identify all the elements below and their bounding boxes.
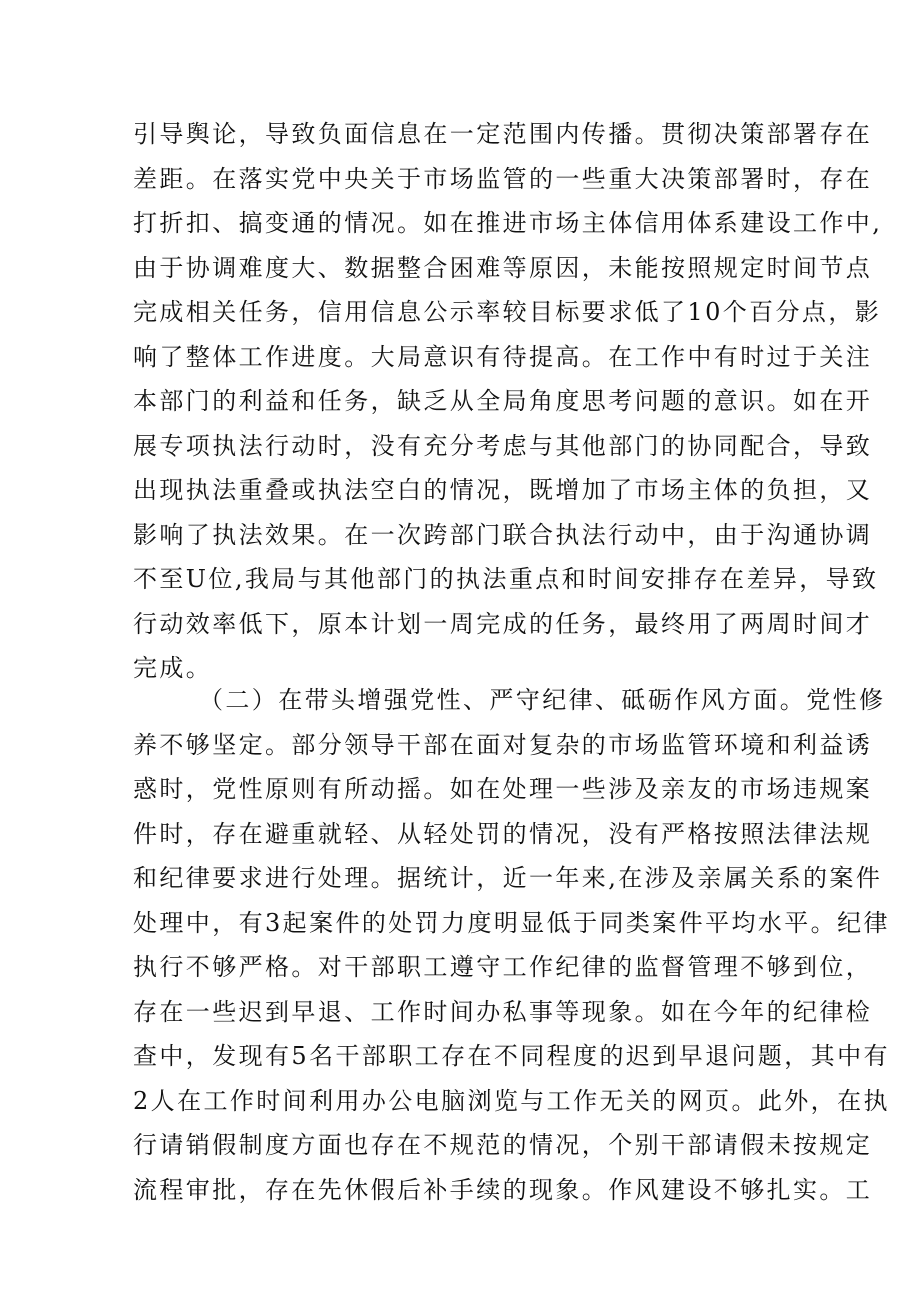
section-heading-line: （二）在带头增强党性、严守纪律、砥砺作风方面。党性修 xyxy=(199,686,886,714)
text-line: 执行不够严格。对干部职工遵守工作纪律的监督管理不够到位， xyxy=(133,953,873,981)
text-line: 处理中，有3起案件的处罚力度明显低于同类案件平均水平。纪律 xyxy=(133,908,890,937)
text-line: 流程审批，存在先休假后补手续的现象。作风建设不够扎实。工 xyxy=(133,1175,873,1204)
text-line: 打折扣、搞变通的情况。如在推进市场主体信用体系建设工作中, xyxy=(133,209,883,237)
text-line: 不至U位,我局与其他部门的执法重点和时间安排存在差异，导致 xyxy=(133,565,879,593)
text-line: 响了整体工作进度。大局意识有待提高。在工作中有时过于关注 xyxy=(133,342,873,371)
text-line: 养不够坚定。部分领导干部在面对复杂的市场监管环境和利益诱 xyxy=(133,730,873,759)
text-line: 2人在工作时间利用办公电脑浏览与工作无关的网页。此外，在执 xyxy=(133,1086,890,1115)
text-line: 行请销假制度方面也存在不规范的情况，个别干部请假未按规定 xyxy=(133,1131,873,1159)
text-line: 完成相关任务，信用信息公示率较目标要求低了10个百分点，影 xyxy=(133,298,882,326)
text-line: 行动效率低下，原本计划一周完成的任务，最终用了两周时间才 xyxy=(133,609,873,638)
text-line: 展专项执法行动时，没有充分考虑与其他部门的协同配合，导致 xyxy=(133,431,873,460)
text-line: 出现执法重叠或执法空白的情况，既增加了市场主体的负担，又 xyxy=(133,476,873,504)
text-line: 引导舆论，导致负面信息在一定范围内传播。贯彻决策部署存在 xyxy=(133,120,873,148)
text-line: 本部门的利益和任务，缺乏从全局角度思考问题的意识。如在开 xyxy=(133,387,873,415)
text-line: 件时，存在避重就轻、从轻处罚的情况，没有严格按照法律法规 xyxy=(133,819,873,848)
text-line: 差距。在落实党中央关于市场监管的一些重大决策部署时，存在 xyxy=(133,164,873,193)
text-line: 由于协调难度大、数据整合困难等原因，未能按照规定时间节点 xyxy=(133,253,873,282)
text-line: 影响了执法效果。在一次跨部门联合执法行动中，由于沟通协调 xyxy=(133,520,873,549)
text-line: 完成。 xyxy=(133,654,213,682)
text-line: 查中，发现有5名干部职工存在不同程度的迟到早退问题，其中有 xyxy=(133,1042,890,1070)
section-paragraph-two xyxy=(133,678,890,1212)
text-line: 存在一些迟到早退、工作时间办私事等现象。如在今年的纪律检 xyxy=(133,997,873,1026)
text-line: 惑时，党性原则有所动摇。如在处理一些涉及亲友的市场违规案 xyxy=(133,775,873,803)
paragraph-continuation xyxy=(133,112,883,691)
text-line: 和纪律要求进行处理。据统计，近一年来,在涉及亲属关系的案件 xyxy=(133,864,883,892)
